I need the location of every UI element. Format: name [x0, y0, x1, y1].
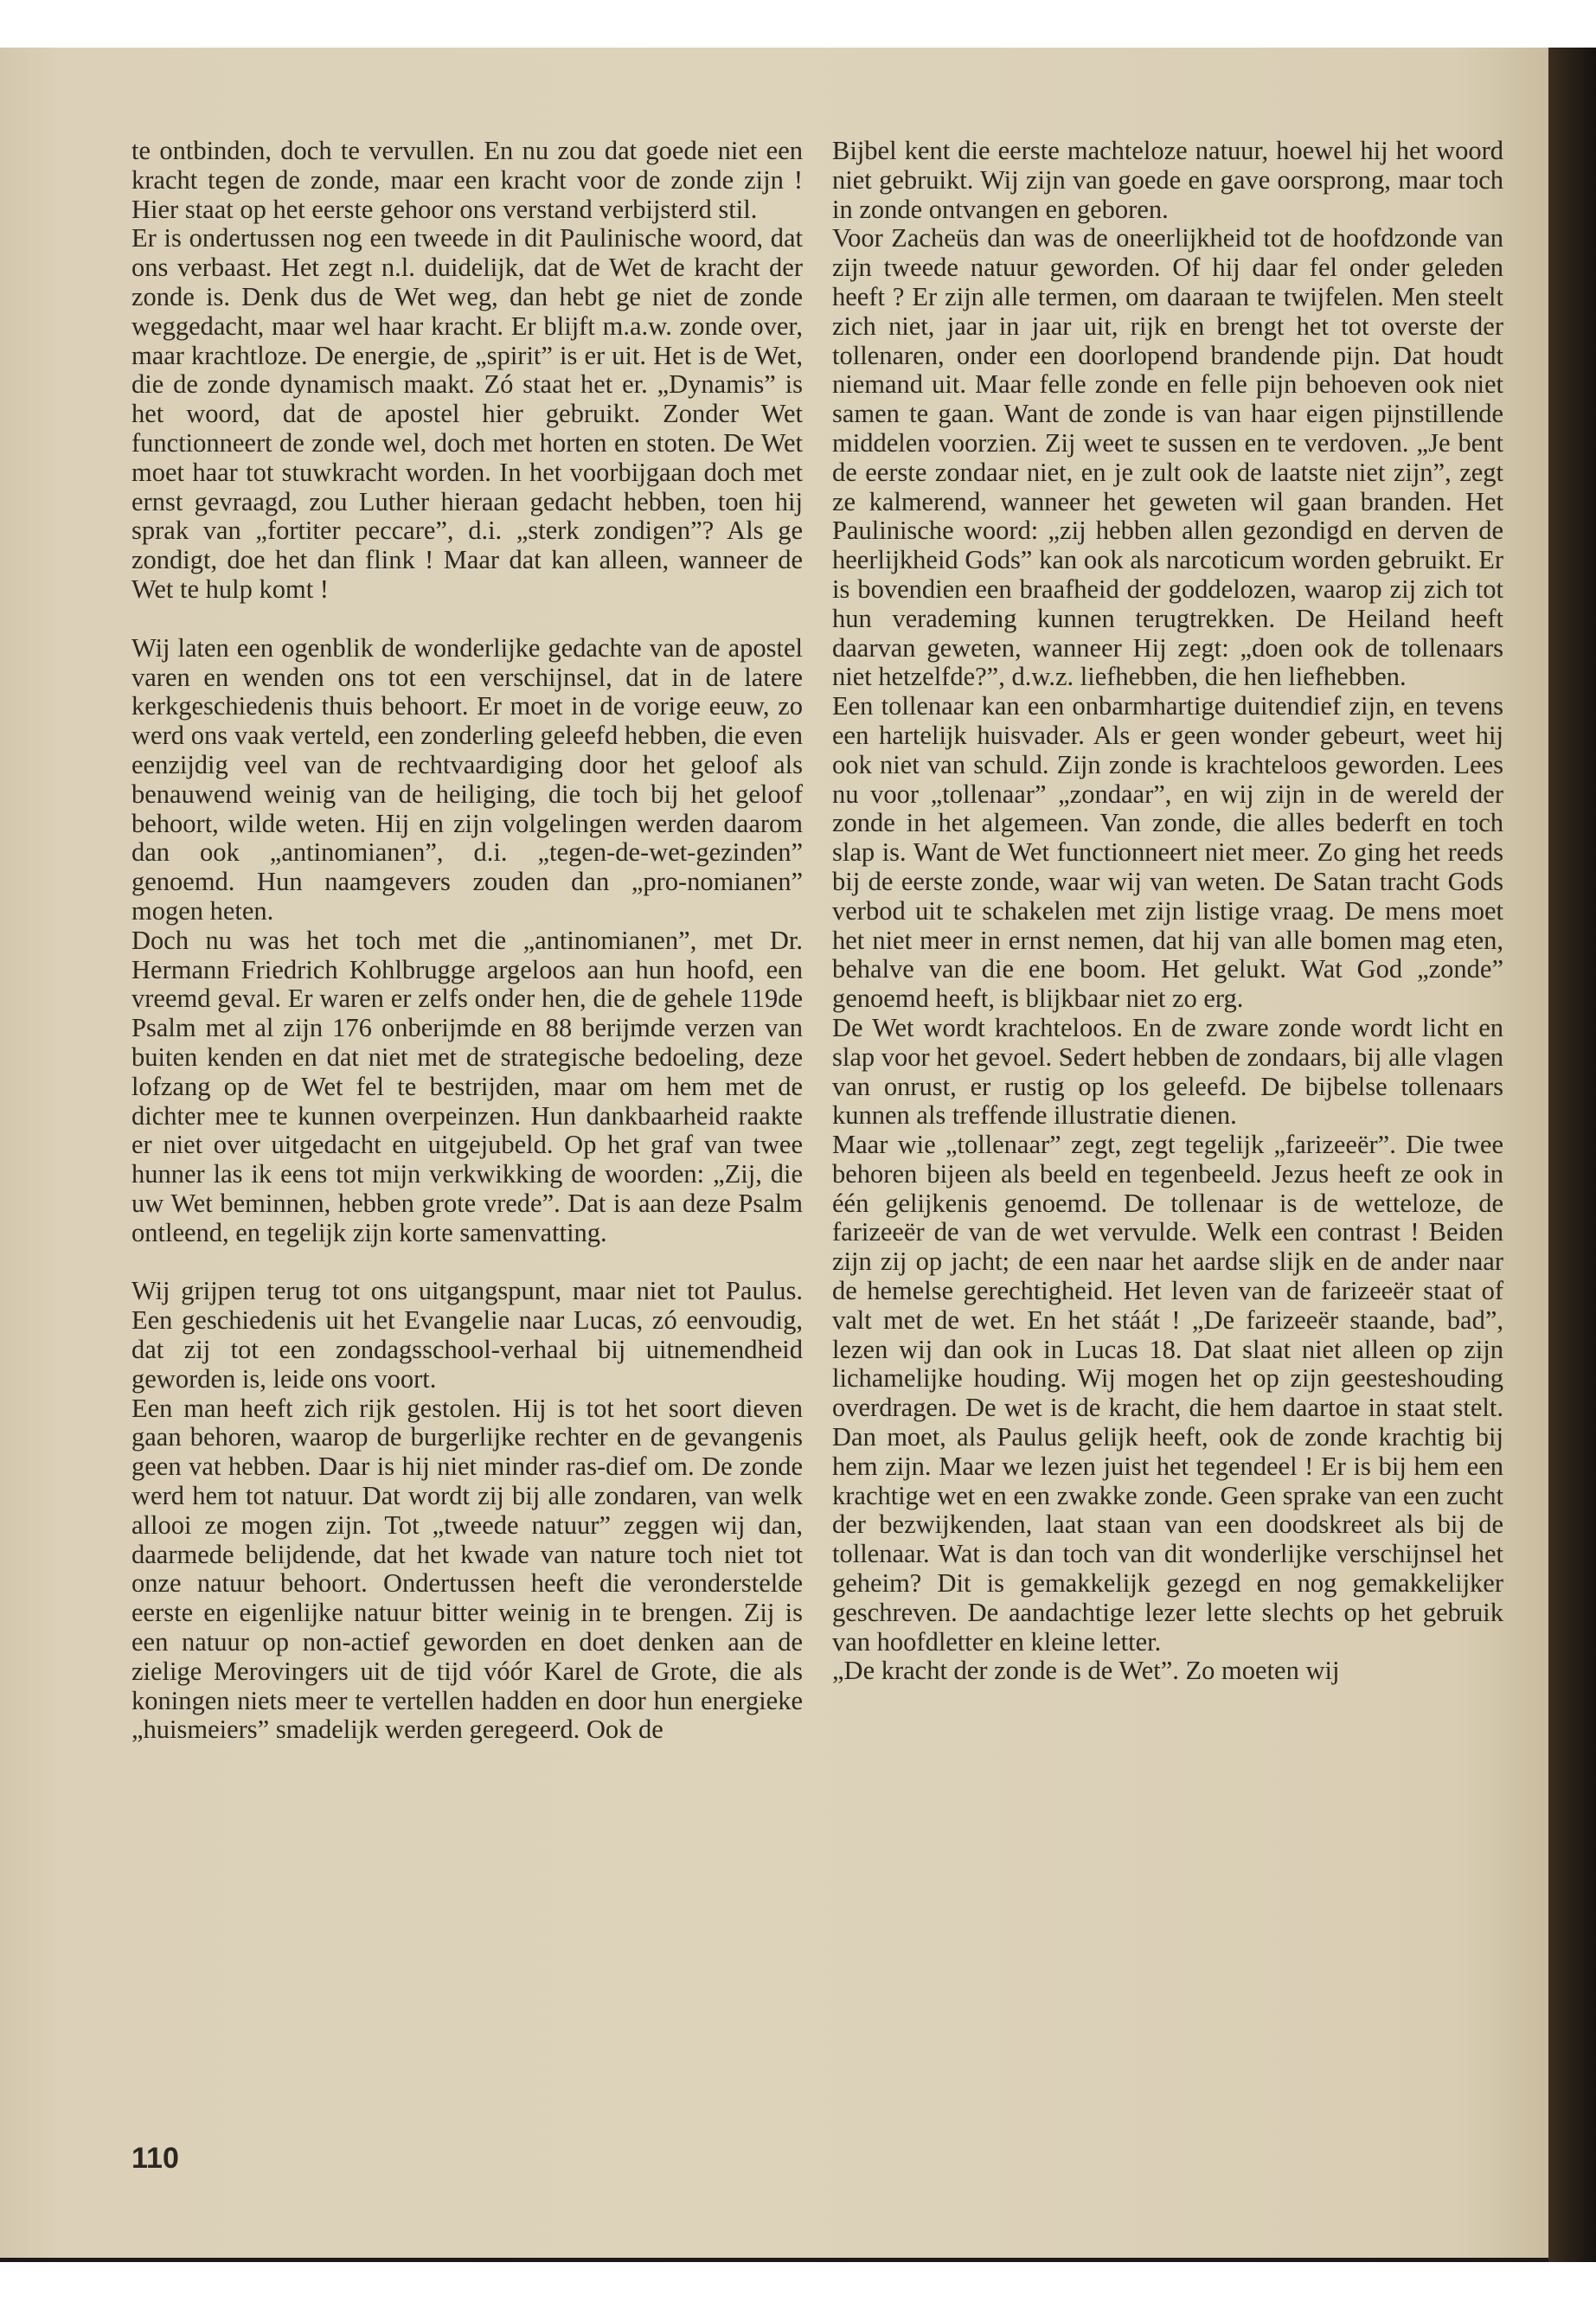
paragraph: Wij laten een ogenblik de wonderlijke gedachte van de apostel varen en wenden ons tot een verschijnsel, dat in de latere kerkgeschiedenis thuis behoort. Er moet in de vorige eeuw, zo werd ons vaak verteld, een zonderling geleefd hebben, die even eenzijdig veel van de rechtvaardiging door het geloof als benauwend weinig van de heiliging, die toch bij het geloof behoort, wilde weten. Hij en zijn volgelingen werden daarom dan ook „antinomianen”, d.i. „tegen-de-wet-gezinden” genoemd. Hun naamgevers zouden dan „pro-nomianen” mogen heten. [131, 632, 803, 926]
paragraph: Doch nu was het toch met die „antinomianen”, met Dr. Hermann Friedrich Kohlbrugge argeloos aan hun hoofd, een vreemd geval. Er waren er zelfs onder hen, die de gehele 119de Psalm met al zijn 176 onberijmde en 88 berijmde verzen van buiten kenden en dat niet met de strategische bedoeling, deze lofzang op de Wet fel te bestrijden, maar om hem met de dichter mee te kunnen overpeinzen. Hun dankbaarheid raakte er niet over uitgedacht en uitgejubeld. Op het graf van twee hunner las ik eens tot mijn verkwikking de woorden: „Zij, die uw Wet beminnen, hebben grote vrede”. Dat is aan deze Psalm ontleend, en tegelijk zijn korte samenvatting. [131, 925, 803, 1247]
book-spine [1548, 48, 1596, 2262]
page-number: 110 [131, 2142, 179, 2175]
paragraph: De Wet wordt krachteloos. En de zware zonde wordt licht en slap voor het gevoel. Sedert hebben de zondaars, bij alle vlagen van onrust, er rustig op los geleefd. De bijbelse tollenaars kunnen als treffende illustratie dienen. [832, 1012, 1503, 1131]
paragraph: te ontbinden, doch te vervullen. En nu zou dat goede niet een kracht tegen de zonde, maar een kracht voor de zonde zijn ! Hier staat op het eerste gehoor ons verstand verbijsterd stil. [131, 136, 803, 224]
top-margin [0, 0, 1596, 48]
paragraph: Bijbel kent die eerste machteloze natuur, hoewel hij het woord niet gebruikt. Wij zijn van goede en gave oorsprong, maar toch in zonde ontvangen en geboren. [832, 136, 1503, 224]
left-column [131, 137, 803, 1745]
paragraph: Wij grijpen terug tot ons uitgangspunt, maar niet tot Paulus. Een geschiedenis uit het Evangelie naar Lucas, zó eenvoudig, dat zij tot een zondagsschool-verhaal bij uitnemendheid geworden is, leide ons voort. [131, 1276, 803, 1394]
bottom-margin [0, 2262, 1596, 2301]
paragraph: Een tollenaar kan een onbarmhartige duitendief zijn, en tevens een hartelijk huisvader. Als er geen wonder gebeurt, weet hij ook niet van schuld. Zijn zonde is krachteloos geworden. Lees nu voor „tollenaar” „zondaar”, en wij zijn in de wereld der zonde in het algemeen. Van zonde, die alles bederft en toch slap is. Want de Wet functionneert niet meer. Zo ging het reeds bij de eerste zonde, waar wij van weten. De Satan tracht Gods verbod uit te schakelen met zijn listige vraag. De mens moet het niet meer in ernst nemen, dat hij van alle bomen mag eten, behalve van die ene boom. Het gelukt. Wat God „zonde” genoemd heeft, is blijkbaar niet zo erg. [832, 691, 1503, 1014]
paragraph: „De kracht der zonde is de Wet”. Zo moeten wij [832, 1656, 1340, 1686]
paragraph: Maar wie „tollenaar” zegt, zegt tegelijk „farizeeër”. Die twee behoren bijeen als beeld en tegenbeeld. Jezus heeft ze ook in één gelijkenis genoemd. De tollenaar is de wetteloze, de farizeeër de van de wet vervulde. Welk een contrast ! Beiden zijn zij op jacht; de een naar het aardse slijk en de ander naar de hemelse gerechtigheid. Het leven van de farizeeër staat of valt met de wet. En het stáát ! „De farizeeër staande, bad”, lezen wij dan ook in Lucas 18. Dat slaat niet alleen op zijn lichamelijke houding. Wij mogen het op zijn geesteshouding overdragen. De wet is de kracht, die hem daartoe in staat stelt. Dan moet, als Paulus gelijk heeft, ook de zonde krachtig bij hem zijn. Maar we lezen juist het tegendeel ! Er is bij hem een krachtige wet en een zwakke zonde. Geen sprake van een zucht der bezwijkenden, laat staan van een doodskreet als bij de tollenaar. Wat is dan toch van dit wonderlijke verschijnsel het geheim? Dit is gemakkelijk gezegd en nog gemakkelijker geschreven. De aandachtige lezer lette slechts op het gebruik van hoofdletter en kleine letter. [832, 1130, 1503, 1657]
paragraph: Er is ondertussen nog een tweede in dit Paulinische woord, dat ons verbaast. Het zegt n.l. duidelijk, dat de Wet de kracht der zonde is. Denk dus de Wet weg, dan hebt ge niet de zonde weggedacht, maar wel haar kracht. Er blijft m.a.w. zonde over, maar krachtloze. De energie, de „spirit” is er uit. Het is de Wet, die de zonde dynamisch maakt. Zó staat het er. „Dynamis” is het woord, dat de apostel hier gebruikt. Zonder Wet functionneert de zonde wel, doch met horten en stoten. De Wet moet haar tot stuwkracht worden. In het voorbijgaan doch met ernst gevraagd, zou Luther hieraan gedacht hebben, toen hij sprak van „fortiter peccare”, d.i. „sterk zondigen”? Als ge zondigt, doe het dan flink ! Maar dat kan alleen, wanneer de Wet te hulp komt ! [131, 223, 803, 604]
paragraph: Een man heeft zich rijk gestolen. Hij is tot het soort dieven gaan behoren, waarop de burgerlijke rechter en de gevangenis geen vat hebben. Daar is hij niet minder ras-dief om. De zonde werd hem tot natuur. Dat wordt zij bij alle zondaren, van welk allooi ze mogen zijn. Tot „tweede natuur” zeggen wij dan, daarmede belijdende, dat het kwade van nature toch niet tot onze natuur behoort. Ondertussen heeft die veronderstelde eerste en eigenlijke natuur bitter weinig in te brengen. Zij is een natuur op non-actief geworden en doet denken aan de zielige Merovingers uit de tijd vóór Karel de Grote, die als koningen niets meer te vertellen hadden en door hun energieke „huismeiers” smadelijk werden geregeerd. Ook de [131, 1393, 803, 1745]
right-column [832, 137, 1503, 1686]
paragraph: Voor Zacheüs dan was de oneerlijkheid tot de hoofdzonde van zijn tweede natuur geworden. Of hij daar fel onder geleden heeft ? Er zijn alle termen, om daaraan te twijfelen. Men steelt zich niet, jaar in jaar uit, rijk en brengt het tot overste der tollenaren, onder een doorlopend brandende pijn. Dat houdt niemand uit. Maar felle zonde en felle pijn behoeven ook niet samen te gaan. Want de zonde is van haar eigen pijnstillende middelen voorzien. Zij weet te sussen en te verdoven. „Je bent de eerste zondaar niet, en je zult ook de laatste niet zijn”, zegt ze kalmerend, wanneer het geweten wil gaan branden. Het Paulinische woord: „zij hebben allen gezondigd en derven de heerlijkheid Gods” kan ook als narcoticum worden gebruikt. Er is bovendien een braafheid der goddelozen, waarop zij zich tot hun verademing kunnen terugtrekken. De Heiland heeft daarvan geweten, wanneer Hij zegt: „doen ook de tollenaars niet hetzelfde?”, d.w.z. liefhebben, die hen liefhebben. [832, 223, 1503, 692]
